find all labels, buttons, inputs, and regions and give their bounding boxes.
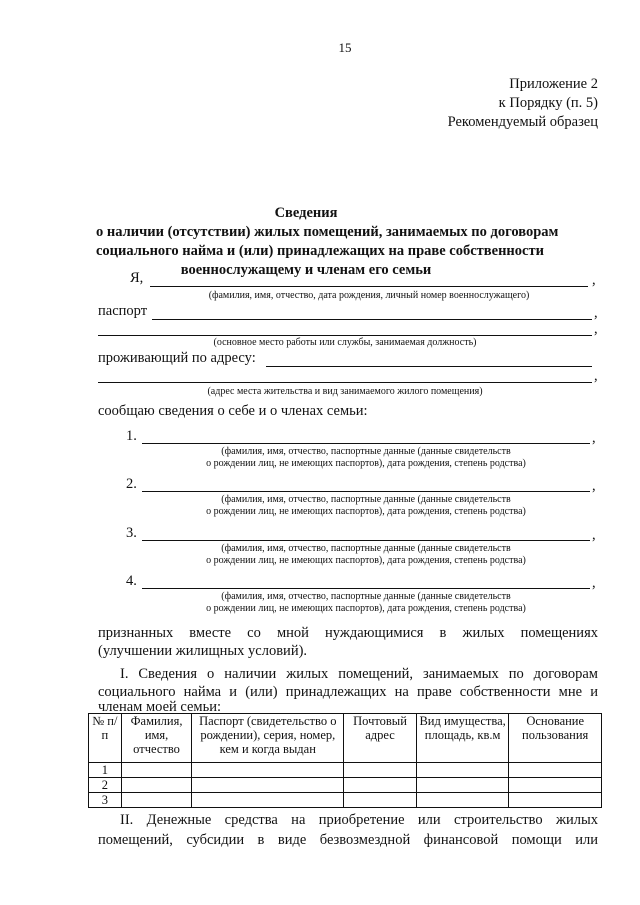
recognized-line-2: (улучшении жилищных условий). <box>98 643 308 659</box>
table-row <box>89 793 602 808</box>
table-header-row <box>89 714 602 763</box>
table-cell[interactable] <box>416 793 509 808</box>
table-cell[interactable] <box>509 793 602 808</box>
comma: , <box>592 527 596 543</box>
member-field-line[interactable] <box>142 443 590 444</box>
name-field-caption: (фамилия, имя, отчество, дата рождения, личный номер военнослужащего) <box>208 290 530 301</box>
header-number: № п/п <box>89 714 122 763</box>
table-cell[interactable] <box>416 763 509 778</box>
member-number: 3. <box>126 525 137 541</box>
header-full-name: Фамилия, имя, отчество <box>121 714 192 763</box>
passport-field-line[interactable] <box>152 319 592 320</box>
comma: , <box>592 430 596 446</box>
comma: , <box>594 321 598 337</box>
name-field-line[interactable] <box>150 286 588 287</box>
comma: , <box>592 272 596 288</box>
section1-line-2: социального найма и (или) принадлежащих на праве собственности мне и <box>98 684 598 700</box>
table-cell[interactable] <box>192 763 344 778</box>
member-caption-line-1: (фамилия, имя, отчество, паспортные данные (данные свидетельств <box>221 543 511 554</box>
member-field-line[interactable] <box>142 588 590 589</box>
member-caption-line-2: о рождении лиц, не имеющих паспортов), дата рождения, степень родства) <box>206 555 526 566</box>
comma: , <box>592 478 596 494</box>
member-field-line[interactable] <box>142 540 590 541</box>
appendix-line-2: к Порядку (п. 5) <box>498 95 598 111</box>
table-cell[interactable] <box>192 778 344 793</box>
appendix-block <box>448 75 598 132</box>
address-field-caption: (адрес места жительства и вид занимаемого жилого помещения) <box>207 386 483 397</box>
table-row <box>89 778 602 793</box>
section2-line-1: II. Денежные средства на приобретение или строительство жилых <box>120 812 598 828</box>
header-property-type: Вид имущества, площадь, кв.м <box>416 714 509 763</box>
i-label: Я, <box>130 270 144 286</box>
table-cell[interactable] <box>509 763 602 778</box>
comma: , <box>592 575 596 591</box>
section1-line-1: I. Сведения о наличии жилых помещений, занимаемых по договорам <box>120 666 598 682</box>
table-cell[interactable] <box>121 763 192 778</box>
property-table <box>88 713 602 808</box>
title-line-4: военнослужащему и членам его семьи <box>180 262 432 278</box>
table-cell: 1 <box>89 763 122 778</box>
comma: , <box>594 368 598 384</box>
report-text: сообщаю сведения о себе и о членах семьи: <box>98 403 368 419</box>
section1-line-3: членам моей семьи: <box>98 699 222 715</box>
address-field-line-2[interactable] <box>98 382 592 383</box>
table-cell: 3 <box>89 793 122 808</box>
table-cell[interactable] <box>344 793 417 808</box>
document-title <box>96 204 559 280</box>
member-field-line[interactable] <box>142 491 590 492</box>
table-cell[interactable] <box>509 778 602 793</box>
table-cell[interactable] <box>344 763 417 778</box>
member-number: 2. <box>126 476 137 492</box>
header-postal-address: Почтовый адрес <box>344 714 417 763</box>
passport-label: паспорт <box>98 303 148 319</box>
appendix-line-1: Приложение 2 <box>509 76 598 92</box>
member-caption-line-2: о рождении лиц, не имеющих паспортов), дата рождения, степень родства) <box>206 458 526 469</box>
table-cell[interactable] <box>121 778 192 793</box>
title-line-1: Сведения <box>274 205 338 221</box>
table-cell[interactable] <box>121 793 192 808</box>
table-cell[interactable] <box>344 778 417 793</box>
address-field-line[interactable] <box>266 366 592 367</box>
page-number: 15 <box>338 40 352 55</box>
section2-line-2: помещений, субсидии в виде безвозмездной финансовой помощи или <box>98 832 598 848</box>
title-line-2: о наличии (отсутствии) жилых помещений, занимаемых по договорам <box>96 224 559 240</box>
header-basis-of-use: Основание пользования <box>509 714 602 763</box>
member-caption-line-1: (фамилия, имя, отчество, паспортные данные (данные свидетельств <box>221 494 511 505</box>
member-caption-line-1: (фамилия, имя, отчество, паспортные данные (данные свидетельств <box>221 446 511 457</box>
member-caption-line-2: о рождении лиц, не имеющих паспортов), дата рождения, степень родства) <box>206 506 526 517</box>
recognized-line-1: признанных вместе со мной нуждающимися в жилых помещениях <box>98 625 598 641</box>
table-cell: 2 <box>89 778 122 793</box>
address-label: проживающий по адресу: <box>98 350 256 366</box>
table-cell[interactable] <box>192 793 344 808</box>
appendix-line-3: Рекомендуемый образец <box>447 114 598 130</box>
table-row <box>89 763 602 778</box>
work-field-caption: (основное место работы или службы, занимаемая должность) <box>213 337 477 348</box>
header-passport: Паспорт (свидетельство о рождении), серия, номер, кем и когда выдан <box>192 714 344 763</box>
member-number: 1. <box>126 428 137 444</box>
work-field-line[interactable] <box>98 335 592 336</box>
table-cell[interactable] <box>416 778 509 793</box>
comma: , <box>594 305 598 321</box>
title-line-3: социального найма и (или) принадлежащих на праве собственности <box>96 243 544 259</box>
member-caption-line-1: (фамилия, имя, отчество, паспортные данные (данные свидетельств <box>221 591 511 602</box>
member-caption-line-2: о рождении лиц, не имеющих паспортов), дата рождения, степень родства) <box>206 603 526 614</box>
member-number: 4. <box>126 573 137 589</box>
